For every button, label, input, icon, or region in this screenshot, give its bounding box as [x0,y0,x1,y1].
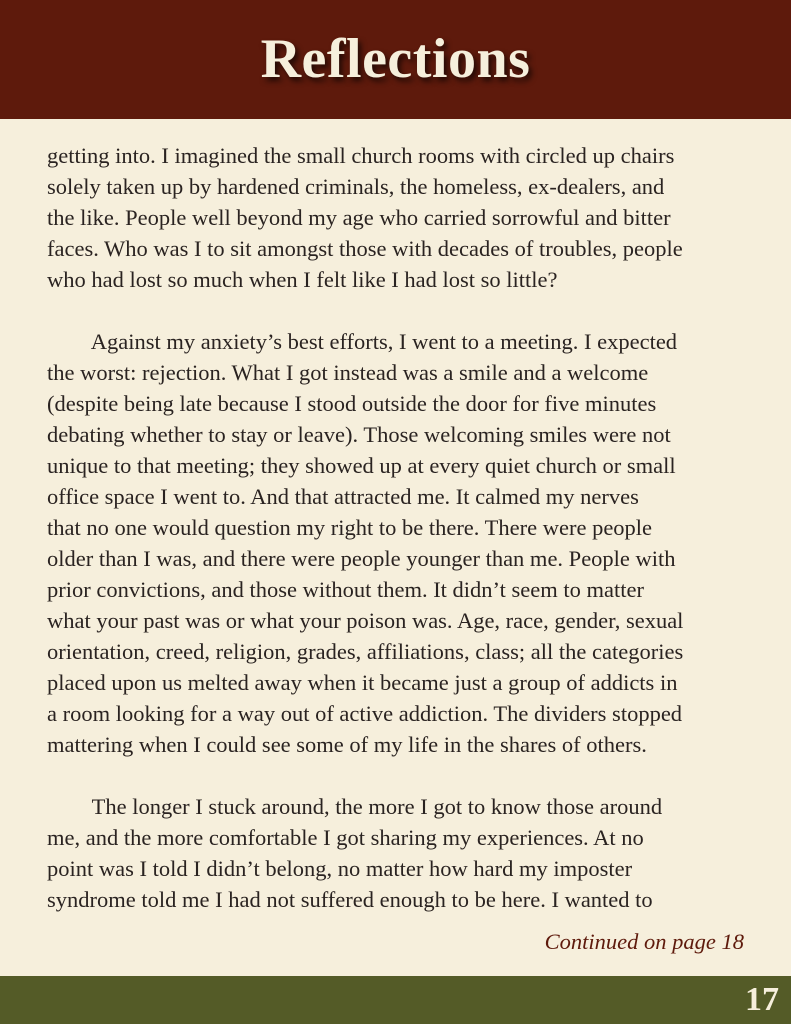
text-line: orientation, creed, religion, grades, affiliations, class; all the categories [47,639,684,664]
text-line: the worst: rejection. What I got instead was a smile and a welcome [47,360,649,385]
text-line: point was I told I didn’t belong, no matter how hard my imposter [47,856,633,881]
article-body [47,140,752,915]
text-line: that no one would question my right to be there. There were people [47,515,653,540]
text-line: getting into. I imagined the small church rooms with circled up chairs [47,143,675,168]
text-line: debating whether to stay or leave). Those welcoming smiles were not [47,422,671,447]
text-line: mattering when I could see some of my life in the shares of others. [47,732,647,757]
text-line: (despite being late because I stood outside the door for five minutes [47,391,657,416]
text-line: office space I went to. And that attracted me. It calmed my nerves [47,484,639,509]
text-line: faces. Who was I to sit amongst those with decades of troubles, people [47,236,683,261]
footer-bar [0,976,791,1024]
continued-note[interactable]: Continued on page 18 [544,929,744,954]
text-line: the like. People well beyond my age who carried sorrowful and bitter [47,205,671,230]
text-line: The longer I stuck around, the more I got to know those around [47,794,663,819]
text-line: what your past was or what your poison was. Age, race, gender, sexual [47,608,684,633]
text-line: syndrome told me I had not suffered enough to be here. I wanted to [47,887,653,912]
text-line: Against my anxiety’s best efforts, I went to a meeting. I expected [47,329,678,354]
text-line: placed upon us melted away when it became just a group of addicts in [47,670,678,695]
page-number: 17 [745,981,779,1018]
text-line: older than I was, and there were people younger than me. People with [47,546,676,571]
paragraph [47,140,752,295]
text-line: a room looking for a way out of active addiction. The dividers stopped [47,701,683,726]
page-title: Reflections [260,28,531,90]
text-line: unique to that meeting; they showed up at every quiet church or small [47,453,676,478]
text-line: who had lost so much when I felt like I had lost so little? [47,267,558,292]
text-line: prior convictions, and those without them. It didn’t seem to matter [47,577,644,602]
paragraph [47,326,752,760]
paragraph [47,791,752,915]
header-banner [0,0,791,119]
text-line: me, and the more comfortable I got sharing my experiences. At no [47,825,644,850]
text-line: solely taken up by hardened criminals, the homeless, ex-dealers, and [47,174,665,199]
